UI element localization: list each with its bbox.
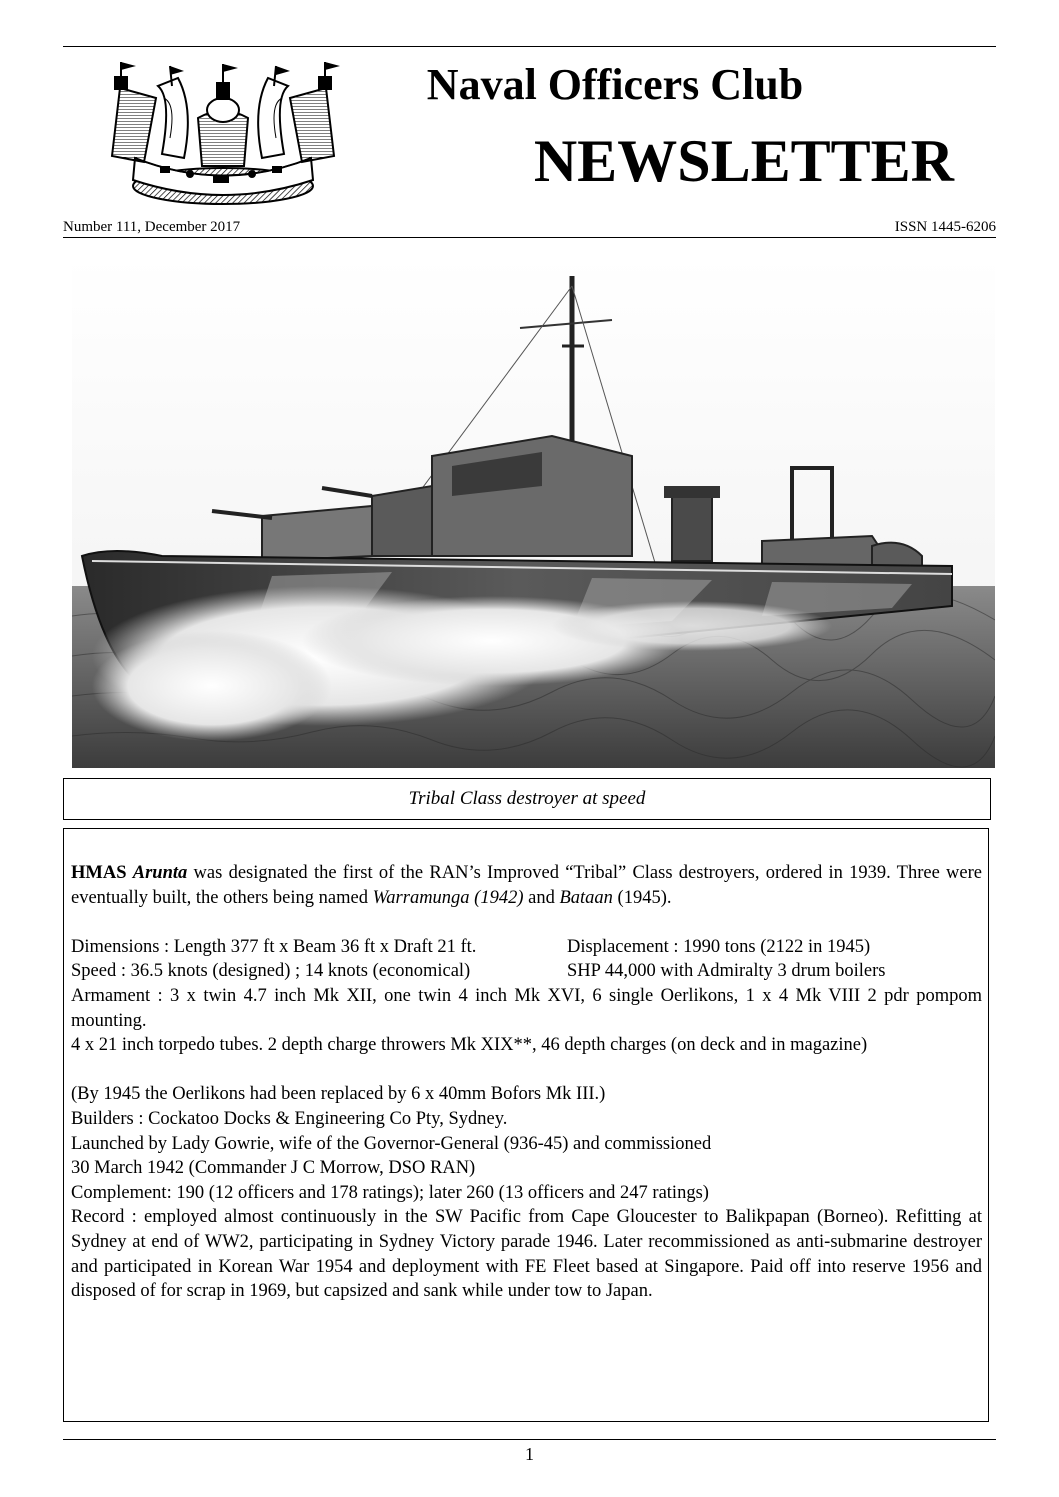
ship-name-3: Bataan xyxy=(559,887,613,908)
intro-text-1: was designated the first of the RAN’s Improved “Tribal” Class destroyers, ordered in 1939. Three were eventually built, the others being named xyxy=(71,863,983,908)
page-number: 1 xyxy=(525,1444,534,1464)
ship-name: Arunta xyxy=(132,863,188,883)
displacement: Displacement : 1990 tons (2122 in 1945) xyxy=(567,936,871,957)
ship-prefix: HMAS xyxy=(71,863,127,883)
header-rule xyxy=(63,237,996,238)
ship-name-2: Warramunga (1942) xyxy=(372,887,524,908)
footer-rule xyxy=(63,1439,996,1440)
commissioned: 30 March 1942 (Commander J C Morrow, DSO RAN) xyxy=(71,1158,476,1179)
issn: ISSN 1445-6206 xyxy=(894,219,996,235)
armament: Armament : 3 x twin 4.7 inch Mk XII, one twin 4 inch Mk XVI, 6 single Oerlikons, 1 x 4 Mk VIII 2 pdr pompom mounting. xyxy=(71,985,982,1031)
issue-number: Number 111, December 2017 xyxy=(63,219,241,235)
dimensions: Dimensions : Length 377 ft x Beam 36 ft x Draft 21 ft. xyxy=(71,936,477,957)
torpedo: 4 x 21 inch torpedo tubes. 2 depth charge throwers Mk XIX**, 46 depth charges (on deck and in magazine) xyxy=(71,1035,868,1056)
launched: Launched by Lady Gowrie, wife of the Governor-General (936-45) and commissioned xyxy=(71,1133,712,1154)
newsletter-title: NEWSLETTER xyxy=(533,128,954,194)
builders: Builders : Cockatoo Docks & Engineering Co Pty, Sydney. xyxy=(71,1108,508,1129)
shp: SHP 44,000 with Admiralty 3 drum boilers xyxy=(567,961,886,982)
article-intro xyxy=(71,861,982,910)
top-rule xyxy=(63,46,996,47)
photo-caption: Tribal Class destroyer at speed xyxy=(408,788,646,809)
speed: Speed : 36.5 knots (designed) ; 14 knots (economical) xyxy=(71,961,471,982)
record: Record : employed almost continuously in the SW Pacific from Cape Gloucester to Balikpapan (Borneo). Refitting at Sydney at end of WW2, participating in Sydney Victory parade 1946. Later recommissioned as anti-submarine destroyer and participated in Korean War 1954 and deployment with FE Fleet based at Singapore. Paid off into reserve 1956 and disposed of for scrap in 1969, but capsized and sank while under tow to Japan. xyxy=(71,1207,982,1302)
club-title: Naval Officers Club xyxy=(426,60,804,109)
dimensions-line xyxy=(71,935,982,960)
bofors: (By 1945 the Oerlikons had been replaced by 6 x 40mm Bofors Mk III.) xyxy=(71,1084,606,1105)
naval-crown-icon xyxy=(100,58,346,208)
complement: Complement: 190 (12 officers and 178 ratings); later 260 (13 officers and 247 ratings) xyxy=(71,1182,709,1203)
article-box xyxy=(63,828,989,1422)
speed-line xyxy=(71,959,982,984)
intro-text-2: and xyxy=(523,887,560,908)
caption-box xyxy=(63,778,991,820)
intro-text-3: (1945). xyxy=(612,887,672,908)
ship-photo xyxy=(72,256,995,768)
